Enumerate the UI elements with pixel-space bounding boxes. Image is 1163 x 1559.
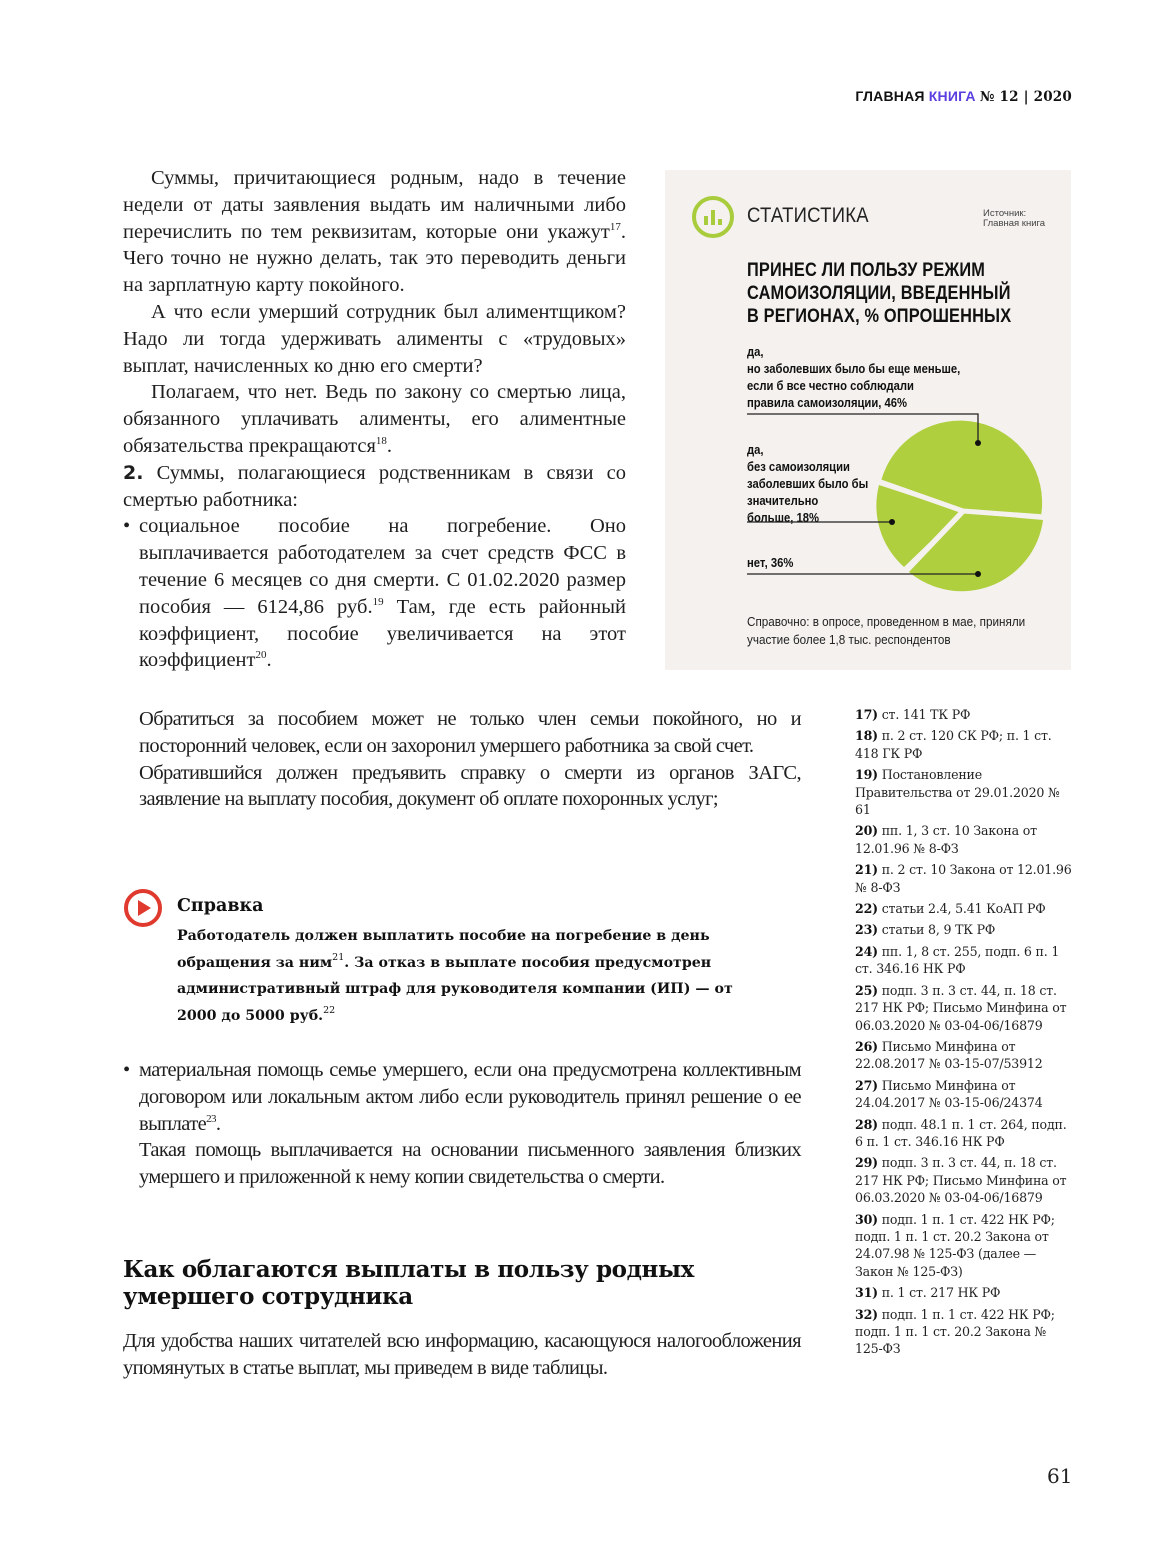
footnote-number: 25): [855, 982, 878, 998]
footnote-ref[interactable]: 17: [609, 220, 621, 233]
footnote-ref[interactable]: 22: [323, 1004, 336, 1016]
footnote-number: 32): [855, 1306, 878, 1322]
footnote-item: [855, 766, 1075, 818]
statistics-title: СТАТИСТИКА: [747, 204, 869, 227]
footnote-text: п. 2 ст. 120 СК РФ; п. 1 ст. 418 ГК РФ: [855, 728, 1052, 761]
footnote-number: 18): [855, 728, 878, 744]
paragraph: А что если умерший сотрудник был алиментщиком? Надо ли тогда удерживать алименты с «трудовых» выплат, начисленных ко дню его смерти?: [123, 300, 626, 377]
pie-chart: [665, 170, 1071, 670]
footnote-item: [855, 921, 1075, 938]
bullet-icon: •: [123, 1059, 130, 1081]
bullet-item: • социальное пособие на погребение. Оно выплачивается работодателем за счет средств ФСС в течение 6 месяцев со дня смерти. С 01.02.2020 размер пособия — 6124,86 руб.$^{19}$ Там, где есть районный коэффициент, пособие увеличивается на этот коэффициент$^{20}$.: [123, 515, 626, 672]
bullet-item: • материальная помощь семье умершего, если она предусмотрена коллективным договором или локальным актом либо если руководитель принял решение о ее выплате$^{23}$. Такая помощь выплачивается на основании письменного заявления близких умершего и приложенной к нему копии свидетельства о смерти.: [123, 1057, 801, 1191]
section-paragraph: Для удобства наших читателей всю информацию, касающуюся налогообложения упомянутых в статье выплат, мы приведем в виде таблицы.: [123, 1330, 801, 1379]
footnote-number: 17): [855, 707, 878, 722]
footnote-item: [855, 1116, 1075, 1151]
footnote-item: [855, 1077, 1075, 1112]
running-header: [855, 88, 1072, 105]
footnote-number: 19): [855, 767, 878, 783]
footnote-text: подп. 3 п. 3 ст. 44, п. 18 ст. 217 НК РФ; Письмо Минфина от 06.03.2020 № 03-04-06/16879: [855, 982, 1067, 1033]
footnote-item: [855, 727, 1075, 762]
footnote-item: [855, 943, 1075, 978]
footnote-text: статьи 8, 9 ТК РФ: [881, 922, 996, 938]
footnote-ref[interactable]: 18: [375, 434, 387, 447]
footnote-item: [855, 1038, 1075, 1073]
bullet-continuation: [139, 706, 801, 813]
footnote-text: пп. 1, 8 ст. 255, подп. 6 п. 1 ст. 346.16 НК РФ: [855, 943, 1060, 977]
paragraph: Обратившийся должен предъявить справку о смерти из органов ЗАГС, заявление на выплату пособия, документ об оплате похоронных услуг;: [139, 761, 801, 811]
footnote-number: 20): [855, 823, 878, 839]
footnote-text: пп. 1, 3 ст. 10 Закона от 12.01.96 № 8-ФЗ: [855, 823, 1037, 856]
paragraph: Такая помощь выплачивается на основании письменного заявления близких умершего и приложенной к нему копии свидетельства о смерти.: [139, 1139, 801, 1189]
footnote-text: п. 1 ст. 217 НК РФ: [881, 1285, 1001, 1301]
footnote-number: 28): [855, 1116, 878, 1132]
paragraph: Полагаем, что нет. Ведь по закону со смертью лица, обязанного уплачивать алименты, его алиментные обязательства прекращаются$^{18}$.: [123, 381, 626, 457]
paragraph: Обратиться за пособием может не только член семьи покойного, но и посторонний человек, если он захоронил умершего работника за свой счет.: [139, 708, 801, 757]
footnote-number: 29): [855, 1155, 878, 1171]
pie-label-18: да, без самоизоляции заболевших было бы значительно больше, 18%: [747, 443, 869, 525]
footnote-item: [855, 900, 1075, 917]
paragraph: Суммы, причитающиеся родным, надо в течение недели от даты заявления выдать им наличными либо перечислить по тем реквизитам, которые они укажут$^{17}$. Чего точно не нужно делать, так это переводить деньги на зарплатную карту покойного.: [123, 167, 626, 297]
footnote-number: 27): [855, 1077, 878, 1093]
footnote-number: 26): [855, 1038, 878, 1054]
section-heading: Как облагаются выплаты в пользу родных умершего сотрудника: [123, 1256, 694, 1310]
footnote-text: Письмо Минфина от 22.08.2017 № 03-15-07/53912: [855, 1038, 1043, 1072]
footnote-item: [855, 1154, 1075, 1206]
footnote-text: подп. 48.1 п. 1 ст. 264, подп. 6 п. 1 ст. 346.16 НК РФ: [855, 1116, 1067, 1149]
brand-name-part2: КНИГА: [928, 88, 976, 104]
footnote-text: подп. 3 п. 3 ст. 44, п. 18 ст. 217 НК РФ; Письмо Минфина от 06.03.2020 № 03-04-06/16879: [855, 1155, 1067, 1206]
footnote-item: [855, 1211, 1075, 1281]
article-body-upper: [123, 165, 626, 674]
footnote-text: п. 2 ст. 10 Закона от 12.01.96 № 8-ФЗ: [855, 862, 1072, 895]
footnotes-list: [855, 706, 1075, 1362]
footnote-ref[interactable]: 19: [372, 595, 384, 608]
footnote-item: [855, 1306, 1075, 1358]
footnote-ref[interactable]: 20: [255, 649, 267, 662]
source-note: Источник: Главная книга: [983, 208, 1046, 229]
footnote-item: [855, 1284, 1075, 1301]
footnote-ref[interactable]: 21: [332, 951, 345, 963]
play-circle-icon: [123, 888, 163, 928]
footnote-item: [855, 982, 1075, 1034]
numbered-item: 2. Суммы, полагающиеся родственникам в связи со смертью работника:: [123, 461, 626, 511]
bullet-icon: •: [123, 515, 131, 538]
footnote-number: 31): [855, 1285, 878, 1301]
footnote-text: Постановление Правительства от 29.01.2020 № 61: [855, 767, 1060, 818]
footnote-text: статьи 2.4, 5.41 КоАП РФ: [881, 901, 1046, 917]
item-number: 2.: [123, 461, 144, 484]
footnote-text: подп. 1 п. 1 ст. 422 НК РФ; подп. 1 п. 1 ст. 20.2 Закона № 125-ФЗ: [855, 1306, 1055, 1357]
callout-text: Работодатель должен выплатить пособие на погребение в день обращения за ним$^{21}$. За отказ в выплате пособия предусмотрен административный штраф для руководителя компании (ИП) — от 2000 до 5000 руб.$^{22}$: [177, 928, 733, 1024]
footnote-text: подп. 1 п. 1 ст. 422 НК РФ; подп. 1 п. 1 ст. 20.2 Закона от 24.07.98 № 125-ФЗ (далее — Закон № 125-ФЗ): [855, 1211, 1055, 1279]
issue-number: № 12 | 2020: [979, 89, 1072, 105]
footnote-number: 30): [855, 1211, 878, 1227]
footnote-text: Письмо Минфина от 24.04.2017 № 03-15-06/24374: [855, 1077, 1043, 1111]
callout-title: Справка: [177, 896, 264, 916]
survey-note: Справочно: в опросе, проведенном в мае, приняли участие более 1,8 тыс. респондентов: [747, 614, 1026, 647]
page-number: 61: [1047, 1464, 1073, 1488]
footnote-ref[interactable]: 23: [206, 1112, 216, 1125]
footnote-number: 21): [855, 862, 878, 878]
callout-icon: [123, 888, 163, 928]
pie-label-36: нет, 36%: [747, 556, 794, 570]
brand-name-part1: ГЛАВНАЯ: [855, 88, 925, 104]
footnote-item: [855, 861, 1075, 896]
chart-title: ПРИНЕС ЛИ ПОЛЬЗУ РЕЖИМ САМОИЗОЛЯЦИИ, ВВЕДЕННЫЙ В РЕГИОНАХ, % ОПРОШЕННЫХ: [747, 260, 1012, 327]
footnote-number: 23): [855, 922, 878, 938]
footnote-text: ст. 141 ТК РФ: [881, 707, 971, 722]
statistics-box: [665, 170, 1071, 670]
footnote-item: [855, 822, 1075, 857]
footnote-item: [855, 706, 1075, 723]
pie-label-46: да, но заболевших было бы еще меньше, если б все честно соблюдали правила самоизоляции, 46%: [747, 345, 961, 410]
footnote-number: 24): [855, 943, 878, 959]
footnote-number: 22): [855, 901, 878, 917]
